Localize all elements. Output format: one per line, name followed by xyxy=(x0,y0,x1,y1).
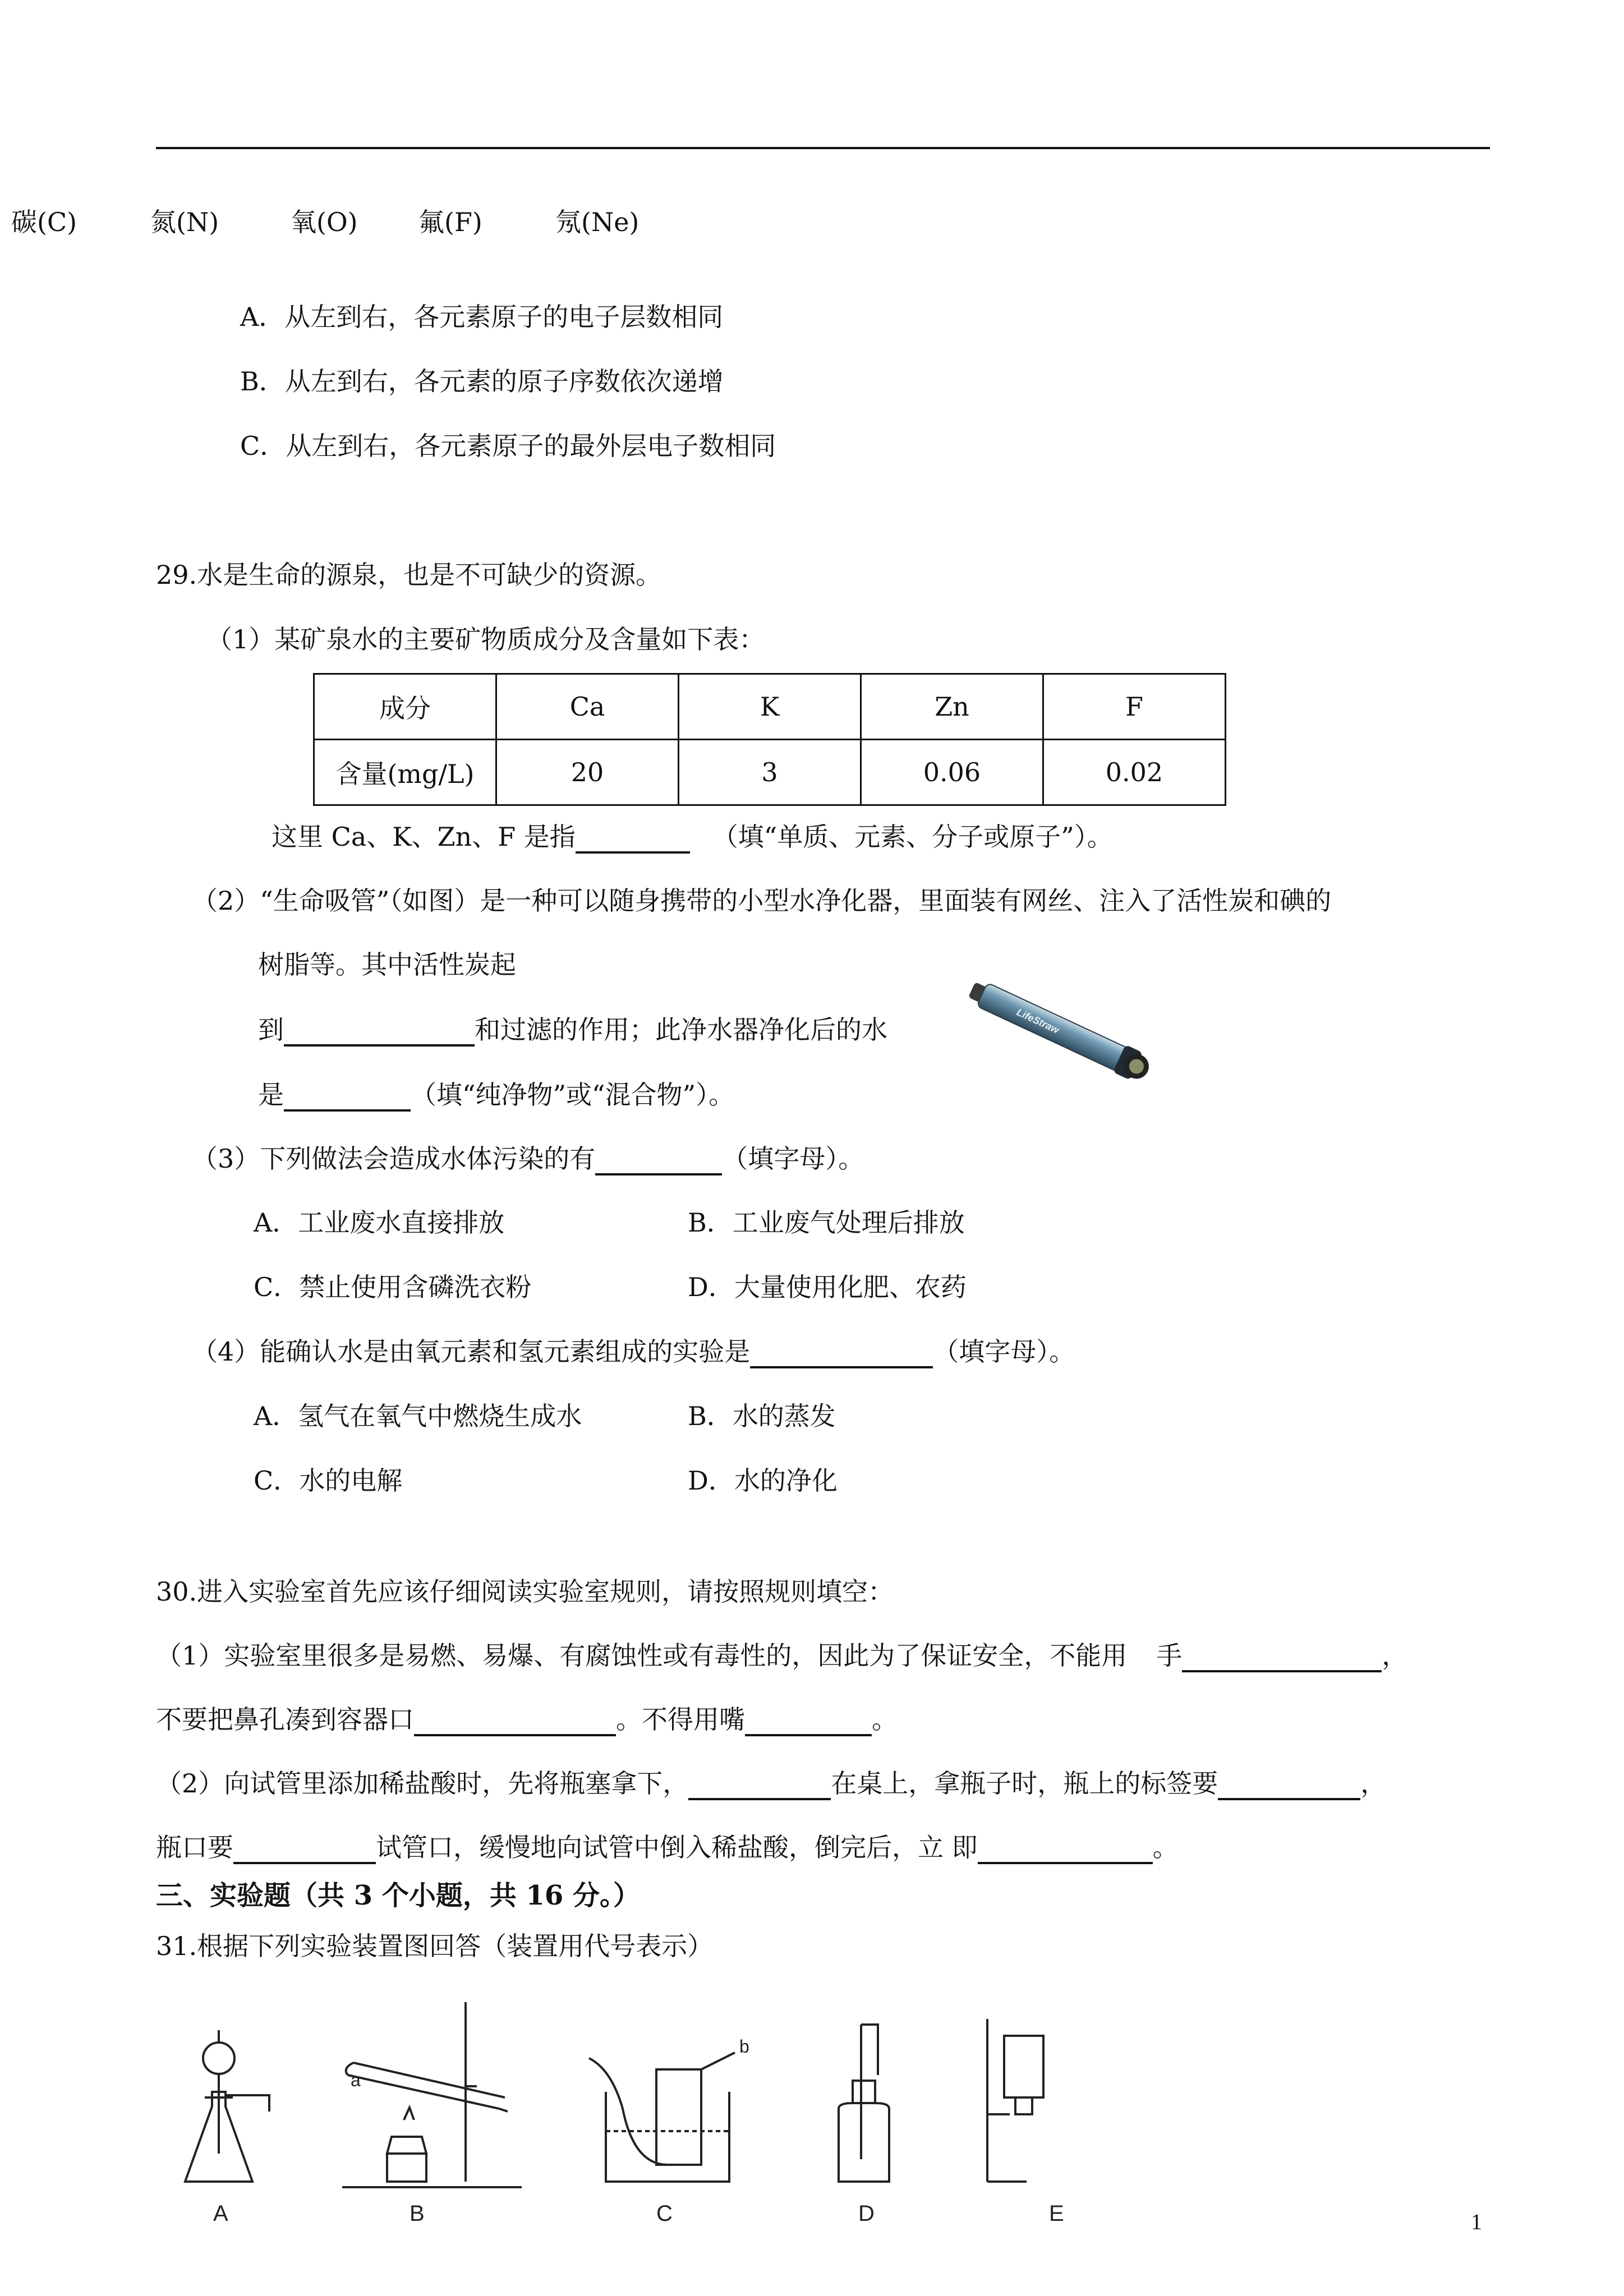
fill-text: （3）下列做法会造成水体污染的有 xyxy=(192,1144,596,1174)
fill-text: 在桌上，拿瓶子时，瓶上的标签要 xyxy=(831,1768,1218,1799)
apparatus-a-flask xyxy=(185,2030,269,2182)
q29-part2-line1: （2）“生命吸管”（如图）是一种可以随身携带的小型水净化器，里面装有网丝、注入了活性炭和碘的 xyxy=(192,886,1332,916)
element-oxygen: 氧(O) xyxy=(291,207,358,237)
q30-line1 xyxy=(156,1639,1407,1672)
q30-line3 xyxy=(156,1767,1386,1800)
q29-part4-option-d: D．水的净化 xyxy=(688,1465,838,1496)
fill-hint: （填“单质、元素、分子或原子”）。 xyxy=(712,822,1113,852)
element-carbon: 碳(C) xyxy=(11,207,77,237)
apparatus-label-a: A xyxy=(213,2201,228,2226)
fill-text: 到 xyxy=(258,1015,284,1045)
answer-blank[interactable] xyxy=(1218,1770,1360,1800)
apparatus-figure xyxy=(163,1997,1285,2232)
answer-blank[interactable] xyxy=(576,823,690,854)
answer-blank[interactable] xyxy=(284,1016,475,1046)
fill-text: 和过滤的作用；此净水器净化后的水 xyxy=(475,1015,887,1045)
fill-text: ， xyxy=(1360,1768,1387,1799)
q29-part3-option-b: B．工业废气处理后排放 xyxy=(688,1207,965,1238)
element-neon: 氖(Ne) xyxy=(555,207,640,237)
q30-line4 xyxy=(156,1831,1179,1864)
q29-part4-option-a: A．氢气在氧气中燃烧生成水 xyxy=(254,1401,582,1431)
fill-text: 这里 Ca、K、Zn、F 是指 xyxy=(272,822,576,852)
apparatus-label-c: C xyxy=(656,2201,673,2226)
q29-part4-option-b: B．水的蒸发 xyxy=(688,1401,836,1431)
table-cell: 0.06 xyxy=(861,740,1043,805)
apparatus-label-d: D xyxy=(858,2201,875,2226)
answer-blank[interactable] xyxy=(978,1834,1153,1864)
apparatus-label-e: E xyxy=(1049,2201,1064,2226)
table-row xyxy=(314,740,1226,805)
fill-text: （1）实验室里很多是易燃、易爆、有腐蚀性或有毒性的，因此为了保证安全，不能用 xyxy=(156,1640,1128,1671)
q29-part3-option-d: D．大量使用化肥、农药 xyxy=(688,1272,967,1302)
lifestraw-image xyxy=(954,965,1156,1110)
table-cell: F xyxy=(1043,674,1226,740)
q29-part3 xyxy=(192,1142,864,1175)
q29-part4-option-c: C．水的电解 xyxy=(254,1465,403,1496)
fill-hint: （填字母）。 xyxy=(933,1336,1075,1367)
fill-text: 。不得用嘴 xyxy=(616,1704,745,1735)
element-nitrogen: 氮(N) xyxy=(150,207,219,237)
header-rule xyxy=(156,147,1490,149)
fill-text: 不要把鼻孔凑到容器口 xyxy=(156,1704,414,1735)
answer-blank[interactable] xyxy=(750,1338,933,1368)
callout-b: b xyxy=(739,2036,749,2057)
q30-line2 xyxy=(156,1703,898,1736)
q29-part4 xyxy=(192,1335,1075,1368)
table-cell: 3 xyxy=(679,740,861,805)
page-number: 1 xyxy=(1471,2209,1482,2234)
answer-blank[interactable] xyxy=(284,1081,411,1112)
section-3-heading: 三、实验题（共 3 个小题，共 16 分。） xyxy=(156,1880,641,1911)
fill-text: 手 xyxy=(1156,1640,1183,1671)
fill-hint: （填字母）。 xyxy=(722,1144,864,1174)
mineral-table xyxy=(313,673,1226,806)
fill-text: （4）能确认水是由氧元素和氢元素组成的实验是 xyxy=(192,1336,751,1367)
table-cell: 成分 xyxy=(314,674,496,740)
q28-option-a: A．从左到右，各元素原子的电子层数相同 xyxy=(240,302,724,332)
fill-text: 试管口，缓慢地向试管中倒入稀盐酸，倒完后，立 即 xyxy=(376,1832,978,1862)
table-row xyxy=(314,674,1226,740)
q29-part3-option-c: C．禁止使用含磷洗衣粉 xyxy=(254,1272,532,1302)
table-cell: K xyxy=(679,674,861,740)
element-fluorine: 氟(F) xyxy=(418,207,482,237)
table-cell: Zn xyxy=(861,674,1043,740)
table-cell: 含量(mg/L) xyxy=(314,740,496,805)
answer-blank[interactable] xyxy=(595,1145,722,1175)
q29-part2-line4 xyxy=(258,1078,734,1112)
answer-blank[interactable] xyxy=(233,1834,376,1864)
q28-option-c: C．从左到右，各元素原子的最外层电子数相同 xyxy=(240,431,776,461)
answer-blank[interactable] xyxy=(1182,1642,1382,1672)
q29-part1: （1）某矿泉水的主要矿物质成分及含量如下表： xyxy=(206,624,765,654)
apparatus-label-b: B xyxy=(410,2201,425,2226)
apparatus-d-bottle xyxy=(839,2025,889,2182)
callout-a: a xyxy=(351,2070,361,2090)
answer-blank[interactable] xyxy=(414,1706,616,1736)
apparatus-e-inverted xyxy=(987,2019,1043,2182)
apparatus-b-heating xyxy=(342,2002,522,2187)
fill-text: 。 xyxy=(1152,1832,1179,1862)
table-cell: 20 xyxy=(496,740,679,805)
q28-option-b: B．从左到右，各元素的原子序数依次递增 xyxy=(240,366,724,397)
q29-part2-line3 xyxy=(258,1013,887,1046)
fill-hint: （填“纯净物”或“混合物”）。 xyxy=(411,1080,735,1110)
fill-text: ， xyxy=(1382,1640,1408,1671)
q29-part2-line2: 树脂等。其中活性炭起 xyxy=(258,949,516,980)
q29-part3-option-a: A．工业废水直接排放 xyxy=(254,1207,505,1238)
fill-text: 瓶口要 xyxy=(156,1832,233,1862)
fill-text: （2）向试管里添加稀盐酸时，先将瓶塞拿下， xyxy=(156,1768,689,1799)
fill-text: 。 xyxy=(872,1704,898,1735)
table-cell: Ca xyxy=(496,674,679,740)
q31-title: 31.根据下列实验装置图回答（装置用代号表示） xyxy=(156,1931,714,1961)
q30-title: 30.进入实验室首先应该仔细阅读实验室规则，请按照规则填空： xyxy=(156,1576,894,1607)
fill-text: 是 xyxy=(258,1080,284,1110)
lifestraw-brand-text: LifeStraw xyxy=(1015,1006,1061,1036)
apparatus-c-collection xyxy=(589,2053,735,2182)
table-cell: 0.02 xyxy=(1043,740,1226,805)
q29-part1-fill-line xyxy=(272,820,1113,854)
q29-title: 29.水是生命的源泉，也是不可缺少的资源。 xyxy=(156,560,662,590)
answer-blank[interactable] xyxy=(688,1770,831,1800)
answer-blank[interactable] xyxy=(745,1706,872,1736)
